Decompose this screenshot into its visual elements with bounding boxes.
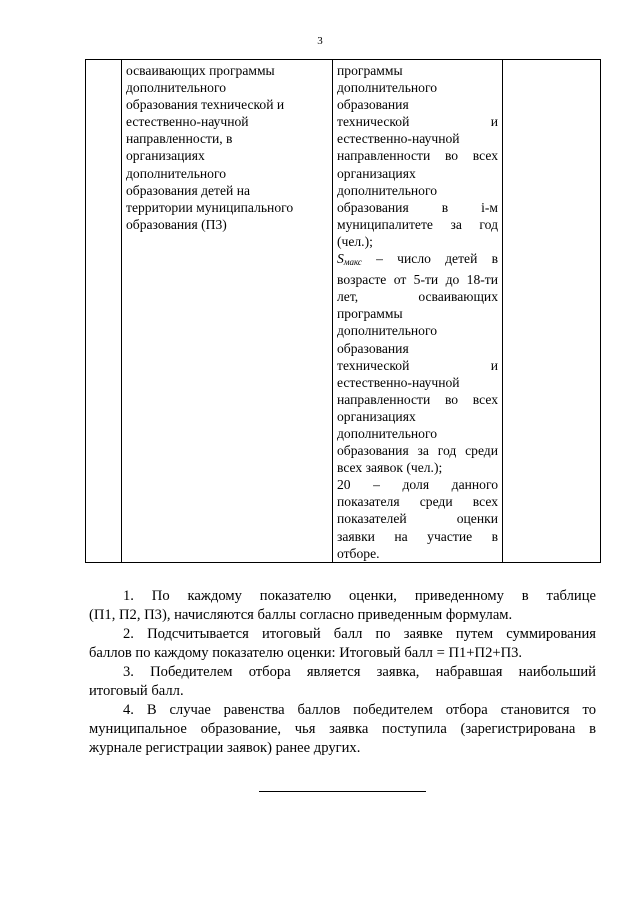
indicator-text-line: образования технической и	[126, 97, 285, 113]
table-cell-indicator	[122, 60, 333, 563]
indicator-text-line: территории муниципального	[126, 199, 294, 215]
rule-paragraph-line: (П1, П2, П3), начисляются баллы согласно приведенным формулам.	[89, 607, 513, 623]
formula-text-line: дополнительного	[337, 425, 438, 441]
indicator-text-line: дополнительного	[126, 80, 227, 96]
indicator-text-line: образования детей на	[126, 182, 251, 198]
rule-paragraph	[89, 625, 596, 663]
formula-text-line: дополнительного	[337, 182, 438, 198]
formula-text-line: отборе.	[337, 545, 380, 561]
formula-text-line: программы	[337, 63, 403, 78]
smax-rest: – число детей в	[361, 251, 498, 267]
separator-line	[259, 791, 426, 792]
smax-symbol: S	[337, 251, 344, 267]
rule-paragraph-line: 4. В случае равенства баллов победителем отбора становится то	[123, 702, 596, 718]
rule-paragraph	[89, 587, 596, 625]
rule-paragraph	[89, 663, 596, 701]
smax-subscript: макс	[343, 257, 362, 268]
table-cell-number	[86, 60, 122, 563]
smax-definition-line	[337, 250, 498, 271]
formula-text-line: программы	[337, 306, 403, 322]
rule-paragraph	[89, 701, 596, 758]
rule-paragraph-line: 1. По каждому показателю оценки, приведенному в таблице	[123, 588, 596, 604]
formula-text-line: технической и	[337, 357, 498, 373]
indicator-text-line: осваивающих программы	[126, 63, 275, 78]
criteria-table	[85, 59, 601, 563]
formula-text-line: лет, осваивающих	[337, 289, 498, 305]
formula-text-line: направленности во всех	[337, 391, 498, 407]
rule-paragraph-line: 3. Победителем отбора является заявка, набравшая наибольший	[123, 664, 596, 680]
formula-text-line: образования	[337, 97, 409, 113]
rule-paragraph-line: баллов по каждому показателю оценки: Итоговый балл = П1+П2+П3.	[89, 645, 523, 661]
formula-text-line: дополнительного	[337, 80, 438, 96]
scoring-rules	[89, 587, 596, 758]
formula-text-line: естественно-научной	[337, 374, 460, 390]
formula-text-line: образования за год среди	[337, 443, 498, 459]
formula-text-line: всех заявок (чел.);	[337, 460, 443, 476]
formula-text-line: организациях	[337, 165, 416, 181]
formula-text-line: 20 – доля данного	[337, 477, 498, 493]
rule-paragraph-line: итоговый балл.	[89, 683, 184, 699]
rule-paragraph-line: журнале регистрации заявок) ранее других.	[89, 740, 361, 756]
rule-paragraph-line: 2. Подсчитывается итоговый балл по заявке путем суммирования	[123, 626, 596, 642]
formula-text-line: муниципалитете за год	[337, 216, 498, 232]
formula-text-line: направленности во всех	[337, 148, 498, 164]
formula-text-line: технической и	[337, 114, 498, 130]
formula-text-line: дополнительного	[337, 323, 438, 339]
table-cell-formula-description	[333, 60, 503, 563]
formula-text-line: возрасте от 5-ти до 18-ти	[337, 272, 498, 288]
table-row	[86, 60, 601, 563]
formula-text-line: организациях	[337, 408, 416, 424]
indicator-text-line: дополнительного	[126, 165, 227, 181]
page-number: 3	[317, 35, 323, 47]
formula-text-line: показателя среди всех	[337, 494, 498, 510]
formula-text-line: образования	[337, 340, 409, 356]
formula-text-line: (чел.);	[337, 233, 373, 249]
formula-text-line: естественно-научной	[337, 131, 460, 147]
indicator-text-line: направленности, в	[126, 131, 233, 147]
rule-paragraph-line: муниципальное образование, чья заявка поступила (зарегистрирована в	[89, 721, 596, 737]
formula-text-line: показателей оценки	[337, 511, 498, 527]
table-cell-max-score	[503, 60, 601, 563]
indicator-text-line: образования (П3)	[126, 216, 227, 232]
indicator-text-line: естественно-научной	[126, 114, 249, 130]
formula-text-line: заявки на участие в	[337, 528, 498, 544]
indicator-text-line: организациях	[126, 148, 205, 164]
formula-text-line: образования в i-м	[337, 199, 498, 215]
